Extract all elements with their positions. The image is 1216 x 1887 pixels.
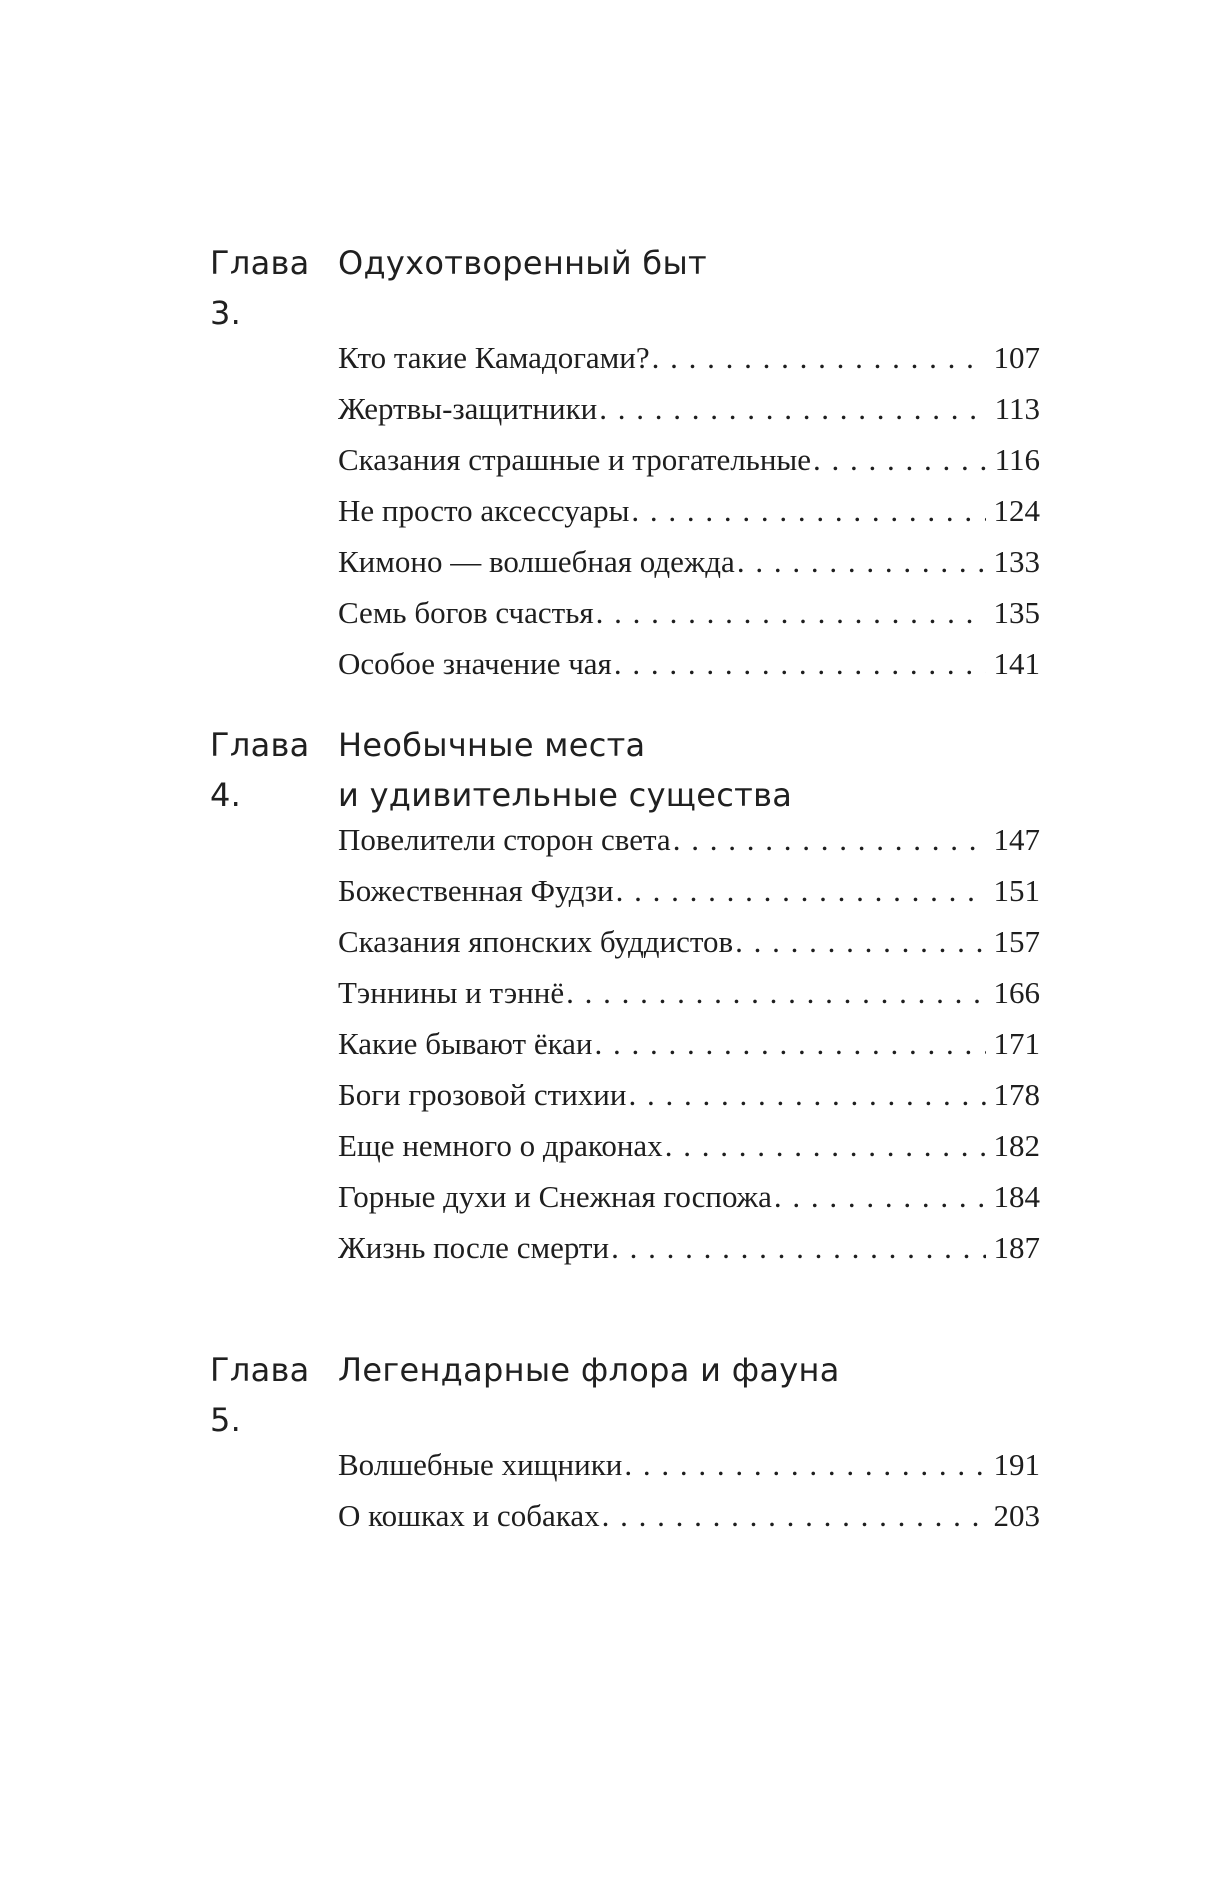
toc-entry[interactable] xyxy=(338,544,1040,595)
entry-title: Какие бывают ёкаи xyxy=(338,1026,593,1061)
chapter-title-line: Необычные места xyxy=(338,726,646,764)
dot-leader xyxy=(595,1026,986,1062)
entry-page-number: 171 xyxy=(993,1026,1040,1061)
entry-page-number: 157 xyxy=(993,924,1040,959)
dot-leader xyxy=(602,1498,986,1534)
entry-page-number: 133 xyxy=(993,544,1040,579)
chapter-label: Глава 5. xyxy=(210,1351,310,1439)
chapter-3 xyxy=(210,238,1040,697)
chapter-heading xyxy=(210,720,1040,820)
chapter-title xyxy=(338,1345,1040,1395)
chapter-title-line: и удивительные существа xyxy=(338,776,793,814)
toc-entry[interactable] xyxy=(338,1230,1040,1281)
dot-leader xyxy=(599,391,986,427)
entry-title: Жизнь после смерти xyxy=(338,1230,610,1265)
chapter-title xyxy=(338,238,1040,288)
entry-title: Тэннины и тэннё xyxy=(338,975,565,1010)
entry-page-number: 116 xyxy=(994,442,1040,477)
entry-title: Повелители сторон света xyxy=(338,822,671,857)
chapter-heading xyxy=(210,238,1040,338)
dot-leader xyxy=(735,924,986,960)
entry-page-number: 187 xyxy=(993,1230,1040,1265)
entry-page-number: 151 xyxy=(993,873,1040,908)
toc-entry[interactable] xyxy=(338,1498,1040,1549)
entry-page-number: 141 xyxy=(993,646,1040,681)
entry-title: Сказания страшные и трогательные xyxy=(338,442,811,477)
dot-leader xyxy=(631,493,986,529)
toc-entry[interactable] xyxy=(338,646,1040,697)
dot-leader xyxy=(813,442,986,478)
chapter-5 xyxy=(210,1345,1040,1549)
entry-page-number: 184 xyxy=(993,1179,1040,1214)
dot-leader xyxy=(652,340,986,376)
dot-leader xyxy=(628,1077,986,1113)
chapter-label: Глава 4. xyxy=(210,726,310,814)
toc-entry[interactable] xyxy=(338,1128,1040,1179)
chapter-label: Глава 3. xyxy=(210,244,310,332)
entry-title: Не просто аксессуары xyxy=(338,493,630,528)
dot-leader xyxy=(614,646,986,682)
dot-leader xyxy=(737,544,986,580)
toc-entry[interactable] xyxy=(338,493,1040,544)
chapter-title-line: Одухотворенный быт xyxy=(338,244,707,282)
entry-title: Кто такие Камадогами? xyxy=(338,340,650,375)
entry-page-number: 113 xyxy=(994,391,1040,426)
chapter-title-line: Легендарные флора и фауна xyxy=(338,1351,840,1389)
entry-title: Божественная Фудзи xyxy=(338,873,614,908)
entry-title: Боги грозовой стихии xyxy=(338,1077,627,1112)
entry-page-number: 191 xyxy=(993,1447,1040,1482)
entry-page-number: 124 xyxy=(993,493,1040,528)
toc-entry[interactable] xyxy=(338,442,1040,493)
toc-entry[interactable] xyxy=(338,1026,1040,1077)
entry-page-number: 166 xyxy=(993,975,1040,1010)
toc-entry[interactable] xyxy=(338,873,1040,924)
entry-title: Семь богов счастья xyxy=(338,595,594,630)
entry-page-number: 182 xyxy=(993,1128,1040,1163)
chapter-entries xyxy=(338,340,1040,697)
dot-leader xyxy=(611,1230,986,1266)
dot-leader xyxy=(665,1128,986,1164)
dot-leader xyxy=(624,1447,986,1483)
dot-leader xyxy=(673,822,986,858)
entry-page-number: 135 xyxy=(993,595,1040,630)
chapter-4 xyxy=(210,720,1040,1281)
entry-title: Горные духи и Снежная госпожа xyxy=(338,1179,772,1214)
toc-entry[interactable] xyxy=(338,822,1040,873)
entry-page-number: 107 xyxy=(993,340,1040,375)
entry-title: Волшебные хищники xyxy=(338,1447,623,1482)
chapter-entries xyxy=(338,1447,1040,1549)
toc-entry[interactable] xyxy=(338,1447,1040,1498)
dot-leader xyxy=(616,873,986,909)
entry-page-number: 147 xyxy=(993,822,1040,857)
chapter-title xyxy=(338,720,1040,820)
toc-entry[interactable] xyxy=(338,975,1040,1026)
entry-title: Еще немного о драконах xyxy=(338,1128,663,1163)
chapter-heading xyxy=(210,1345,1040,1445)
toc-entry[interactable] xyxy=(338,1077,1040,1128)
chapter-entries xyxy=(338,822,1040,1281)
toc-entry[interactable] xyxy=(338,1179,1040,1230)
entry-title: Жертвы-защитники xyxy=(338,391,598,426)
toc-entry[interactable] xyxy=(338,391,1040,442)
dot-leader xyxy=(596,595,986,631)
entry-title: Особое значение чая xyxy=(338,646,612,681)
toc-entry[interactable] xyxy=(338,595,1040,646)
entry-page-number: 178 xyxy=(993,1077,1040,1112)
toc-entry[interactable] xyxy=(338,340,1040,391)
dot-leader xyxy=(774,1179,986,1215)
entry-page-number: 203 xyxy=(993,1498,1040,1533)
toc-entry[interactable] xyxy=(338,924,1040,975)
entry-title: О кошках и собаках xyxy=(338,1498,600,1533)
dot-leader xyxy=(566,975,986,1011)
entry-title: Сказания японских буддистов xyxy=(338,924,734,959)
entry-title: Кимоно — волшебная одежда xyxy=(338,544,735,579)
